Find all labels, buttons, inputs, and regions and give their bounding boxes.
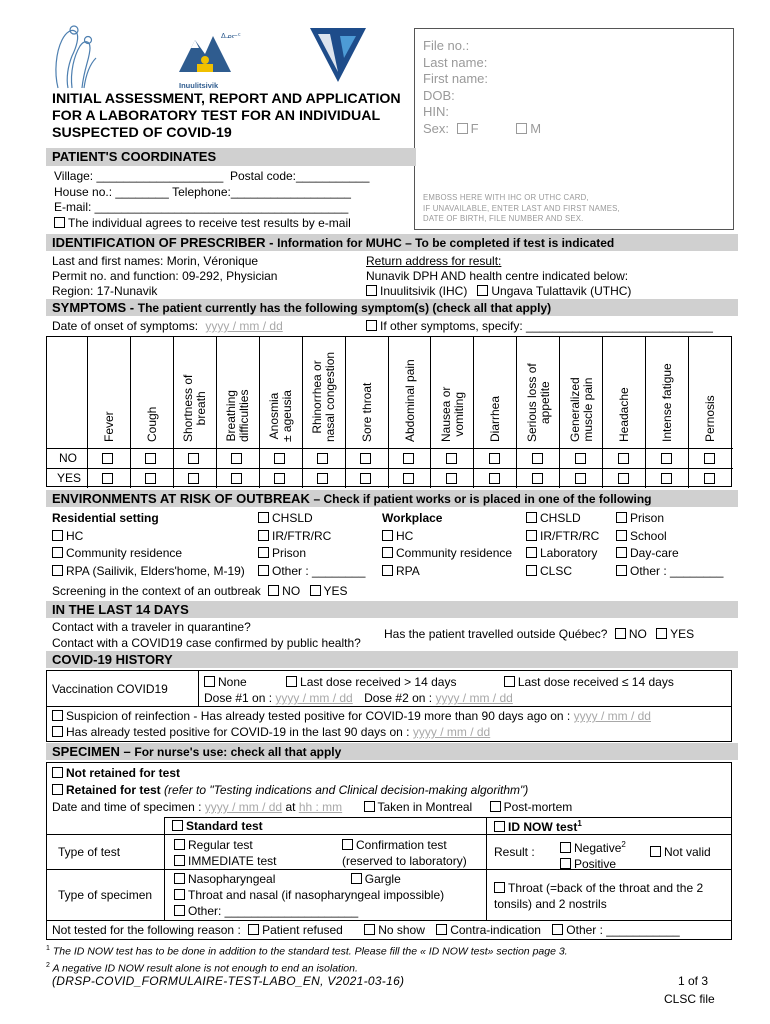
workplace-col-3	[616, 510, 723, 580]
reinfection-date-field[interactable]: yyyy / mm / dd	[573, 709, 651, 723]
symptom-label-5	[311, 352, 337, 442]
specimen-datetime-label: Date and time of specimen :	[52, 800, 202, 814]
specimen-other-checkbox[interactable]	[174, 905, 185, 916]
symptom-label-line: appetite	[537, 381, 552, 424]
symptom-label-line: Sore throat	[359, 382, 374, 442]
workplace-heading: Workplace	[382, 511, 443, 525]
symptom-label-7	[404, 359, 417, 442]
symptom-label-line: Shortness of	[181, 374, 196, 442]
work-hc-checkbox[interactable]	[382, 530, 393, 541]
prescriber-names: Last and first names: Morin, Véronique	[52, 254, 259, 268]
work-lab-checkbox[interactable]	[526, 547, 537, 558]
symptom-label-12	[618, 387, 631, 442]
dph-logo	[50, 22, 100, 90]
last14-heading	[46, 601, 738, 618]
workplace-col	[382, 510, 512, 580]
specimen-heading-sub: For nurse's use: check all that apply	[134, 745, 342, 759]
not-retained-label: Not retained for test	[66, 766, 181, 780]
regular-test-label: Regular test	[188, 838, 253, 852]
symptom-yes-checkbox-6[interactable]	[360, 473, 371, 484]
travelled-no-label: NO	[628, 627, 647, 641]
prescriber-heading-text: IDENTIFICATION OF PRESCRIBER -	[52, 235, 274, 250]
sex-label: Sex:	[423, 120, 450, 136]
res-community-checkbox[interactable]	[52, 547, 63, 558]
dose1-date-field[interactable]: yyyy / mm / dd	[275, 691, 353, 705]
reinfection-checkbox[interactable]	[52, 710, 63, 721]
sex-f-checkbox[interactable]	[457, 123, 468, 134]
post-mortem-checkbox[interactable]	[490, 801, 501, 812]
work-other-checkbox[interactable]	[616, 565, 627, 576]
symptom-no-checkbox-0[interactable]	[102, 453, 113, 464]
res-prison-checkbox[interactable]	[258, 547, 269, 558]
standard-test-header	[172, 819, 263, 833]
residential-heading: Residential setting	[52, 511, 159, 525]
retained-label: Retained for test	[66, 783, 161, 797]
workplace-col-2	[526, 510, 599, 580]
prescriber-left	[52, 254, 277, 299]
specimen-heading	[46, 743, 738, 760]
standard-test-label: Standard test	[186, 819, 263, 833]
other-reason-checkbox[interactable]	[552, 924, 563, 935]
no-show-checkbox[interactable]	[364, 924, 375, 935]
res-chsld-label: CHSLD	[272, 511, 313, 525]
not-valid-checkbox[interactable]	[650, 846, 661, 857]
form-title: INITIAL ASSESSMENT, REPORT AND APPLICATION FOR A LABORATORY TEST FOR AN INDIVIDUAL SUSPECTED OF COVID-19	[52, 91, 401, 141]
retained-checkbox[interactable]	[52, 784, 63, 795]
symptom-label-14	[704, 395, 717, 442]
standard-test-checkbox[interactable]	[172, 820, 183, 831]
no-row-label: NO	[59, 451, 77, 465]
symptom-label-13	[661, 363, 674, 442]
symptom-yes-checkbox-3[interactable]	[231, 473, 242, 484]
traveler-contact-label: Contact with a traveler in quarantine?	[52, 620, 251, 634]
symptom-label-line: Abdominal pain	[402, 359, 417, 442]
symptom-no-checkbox-7[interactable]	[403, 453, 414, 464]
symptom-no-checkbox-2[interactable]	[188, 453, 199, 464]
work-chsld-label: CHSLD	[540, 511, 581, 525]
work-hc-label: HC	[396, 528, 414, 543]
symptom-label-4	[268, 390, 294, 442]
res-irftr-checkbox[interactable]	[258, 530, 269, 541]
symptom-label-line: Pernosis	[703, 395, 718, 442]
emboss-line-2: IF UNAVAILABLE, ENTER LAST AND FIRST NAMES,	[423, 203, 620, 213]
taken-montreal-checkbox[interactable]	[364, 801, 375, 812]
symptom-yes-checkbox-1[interactable]	[145, 473, 156, 484]
travelled-yes-checkbox[interactable]	[656, 628, 667, 639]
patient-heading-text: PATIENT'S COORDINATES	[52, 149, 217, 164]
vacc-le14-label: Last dose received ≤ 14 days	[517, 675, 674, 689]
travelled-row	[384, 627, 694, 641]
symptoms-heading-text: SYMPTOMS -	[52, 300, 135, 315]
throat-nasal-checkbox[interactable]	[174, 889, 185, 900]
reserved-note: (reserved to laboratory)	[342, 854, 467, 868]
logo-text: Inuulitsivik	[179, 81, 219, 90]
footnotes: $^1$ The ID NOW test has to be done in addition to the standard test. Please fill the « ID NOW test» section page 3. $^2$ A negative ID NOW result alone is not enough to end an isolation.	[46, 945, 568, 974]
symptom-yes-checkbox-7[interactable]	[403, 473, 414, 484]
screening-no-label: NO	[282, 584, 301, 598]
gargle-checkbox[interactable]	[351, 873, 362, 884]
emboss-line-3: DATE OF BIRTH, FILE NUMBER AND SEX.	[423, 214, 584, 223]
refused-label: Patient refused	[262, 923, 343, 937]
onset-row	[52, 319, 283, 333]
last14-heading-text: IN THE LAST 14 DAYS	[52, 602, 189, 617]
gargle-label: Gargle	[364, 872, 401, 886]
work-lab-label: Laboratory	[540, 546, 598, 560]
residential-col	[52, 510, 245, 580]
footnote-1: The ID NOW test has to be done in addition to the standard test. Please fill the « ID NOW test» section page 3.	[52, 945, 568, 958]
dose2-label: Dose #2 on :	[364, 691, 433, 705]
symptom-label-line: Anosmia	[267, 392, 282, 440]
dose1-label: Dose #1 on :	[204, 691, 273, 705]
screening-yes-label: YES	[323, 584, 348, 598]
other-symptoms-checkbox[interactable]	[366, 320, 377, 331]
symptoms-grid	[46, 336, 732, 487]
work-daycare-label: Day-care	[630, 546, 679, 560]
symptom-yes-checkbox-5[interactable]	[317, 473, 328, 484]
res-rpa-checkbox[interactable]	[52, 565, 63, 576]
work-rpa-label: RPA	[396, 563, 420, 578]
last90-checkbox[interactable]	[52, 726, 63, 737]
telephone-field[interactable]: Telephone:__________________	[172, 184, 351, 199]
not-tested-row	[52, 923, 680, 937]
nasopharyngeal-label: Nasopharyngeal	[188, 872, 276, 886]
yes-row-label: YES	[57, 471, 82, 485]
symptom-label-line: ± ageusia	[280, 390, 295, 442]
house-no-field[interactable]: House no.: ________	[54, 184, 169, 199]
not-tested-label: Not tested for the following reason :	[52, 923, 241, 937]
work-community-checkbox[interactable]	[382, 547, 393, 558]
type-test-label: Type of test	[58, 845, 121, 859]
form-code: (DRSP-COVID_FORMULAIRE-TEST-LABO_EN, V2021-03-16)	[52, 974, 405, 988]
symptom-yes-checkbox-0[interactable]	[102, 473, 113, 484]
first-name-label: First name:	[423, 71, 489, 86]
res-irftr-label: IR/FTR/RC	[272, 528, 332, 543]
reinfection-label: Suspicion of reinfection - Has already tested positive for COVID-19 more than 90 days ago on :	[66, 709, 571, 723]
symptoms-heading	[46, 299, 738, 316]
environments-heading	[46, 490, 738, 507]
throat-note-1: Throat (=back of the throat and the 2	[508, 881, 704, 895]
symptom-label-line: Serious loss of	[524, 363, 539, 442]
taken-montreal-label: Taken in Montreal	[377, 800, 473, 814]
last90-date-field[interactable]: yyyy / mm / dd	[412, 725, 491, 739]
uthc-label: Ungava Tulattavik (UTHC)	[491, 284, 632, 298]
screening-row	[52, 584, 348, 598]
vacc-gt14-checkbox[interactable]	[286, 676, 297, 687]
ihc-label: Inuulitsivik (IHC)	[380, 284, 468, 298]
file-no-label: File no.:	[423, 38, 470, 53]
symptom-label-8	[440, 387, 466, 442]
not-retained-checkbox[interactable]	[52, 767, 63, 778]
clsc-file-label: CLSC file	[664, 992, 715, 1006]
work-school-label: School	[630, 528, 667, 543]
type-test-options	[174, 837, 276, 869]
vacc-none-checkbox[interactable]	[204, 676, 215, 687]
work-prison-label: Prison	[630, 511, 665, 525]
symptom-label-10	[526, 363, 552, 442]
symptom-label-line: breath	[194, 391, 209, 426]
email-field[interactable]: E-mail: ______________________________________	[54, 200, 349, 214]
environments-heading-sub: – Check if patient works or is placed in one of the following	[313, 492, 652, 506]
work-chsld-checkbox[interactable]	[526, 512, 537, 523]
res-other-checkbox[interactable]	[258, 565, 269, 576]
positive-label: Positive	[574, 857, 617, 871]
throat-nasal-label: Throat and nasal (if nasopharyngeal impossible)	[188, 888, 445, 902]
onset-date-field[interactable]: yyyy / mm / dd	[205, 319, 283, 333]
residential-col-2	[258, 510, 365, 580]
idnow-test-checkbox[interactable]	[494, 821, 505, 832]
screening-label: Screening in the context of an outbreak	[52, 584, 261, 598]
symptom-yes-checkbox-12[interactable]	[618, 473, 629, 484]
contra-label: Contra-indication	[450, 923, 541, 937]
work-irftr-checkbox[interactable]	[526, 530, 537, 541]
symptom-yes-checkbox-11[interactable]	[575, 473, 586, 484]
symptom-label-line: Cough	[144, 406, 159, 442]
specimen-heading-text: SPECIMEN –	[52, 744, 131, 759]
prescriber-heading-sub: Information for MUHC – To be completed if test is indicated	[277, 236, 615, 250]
symptom-no-checkbox-13[interactable]	[661, 453, 672, 464]
travelled-no-checkbox[interactable]	[615, 628, 626, 639]
confirmation-options	[342, 837, 467, 869]
symptom-label-9	[489, 396, 502, 442]
uthc-checkbox[interactable]	[477, 285, 488, 296]
other-symptoms-label[interactable]: If other symptoms, specify: ____________________________	[380, 319, 713, 333]
footnote-2: A negative ID NOW result alone is not enough to end an isolation.	[52, 962, 358, 974]
symptom-label-1	[146, 407, 159, 442]
ihc-checkbox[interactable]	[366, 285, 377, 296]
symptom-label-line: nasal congestion	[323, 351, 338, 442]
work-rpa-checkbox[interactable]	[382, 565, 393, 576]
symptom-no-checkbox-9[interactable]	[489, 453, 500, 464]
sex-f-label: F	[470, 120, 479, 136]
ungava-logo	[308, 24, 368, 86]
postal-code-field[interactable]: Postal code:___________	[229, 169, 370, 183]
dob-label: DOB:	[423, 87, 455, 103]
throat-note-2: tonsils) and 2 nostrils	[494, 897, 607, 911]
sex-m-label: M	[530, 120, 542, 136]
specimen-time-field[interactable]: hh : mm	[298, 800, 343, 814]
last90-label: Has already tested positive for COVID-19 in the last 90 days on :	[66, 725, 410, 739]
inuulitsivik-logo	[175, 24, 243, 90]
immediate-test-label: IMMEDIATE test	[188, 854, 277, 868]
specimen-other-field[interactable]: Other: ____________________	[188, 904, 359, 918]
symptoms-heading-sub: The patient currently has the following symptom(s) (check all that apply)	[137, 301, 552, 315]
history-heading	[46, 651, 738, 668]
patient-fields	[54, 169, 414, 231]
other-symptoms-row	[366, 319, 713, 333]
vacc-none-label: None	[218, 675, 247, 689]
symptom-yes-checkbox-4[interactable]	[274, 473, 285, 484]
prescriber-right	[366, 254, 631, 299]
throat-idnow-option	[494, 880, 703, 912]
onset-label: Date of onset of symptoms:	[52, 319, 199, 333]
symptom-label-2	[182, 375, 208, 442]
type-specimen-label: Type of specimen	[58, 888, 153, 902]
emboss-instructions	[423, 193, 620, 225]
consent-label: The individual agrees to receive test results by e-mail	[68, 215, 351, 230]
symptom-label-line: difficulties	[237, 389, 252, 442]
work-clsc-checkbox[interactable]	[526, 565, 537, 576]
symptom-no-checkbox-8[interactable]	[446, 453, 457, 464]
history-heading-text: COVID-19 HISTORY	[52, 652, 173, 667]
symptom-no-checkbox-11[interactable]	[575, 453, 586, 464]
symptom-yes-checkbox-14[interactable]	[704, 473, 715, 484]
symptom-label-line: muscle pain	[580, 377, 595, 442]
res-community-label: Community residence	[66, 546, 183, 560]
immediate-test-checkbox[interactable]	[174, 855, 185, 866]
refused-checkbox[interactable]	[248, 924, 259, 935]
symptom-label-line: Intense fatigue	[660, 363, 675, 442]
result-label: Result :	[494, 845, 535, 859]
contra-checkbox[interactable]	[436, 924, 447, 935]
symptom-label-line: vomiting	[451, 391, 466, 437]
no-show-label: No show	[378, 923, 425, 937]
negative-label: Negative	[574, 841, 622, 855]
throat-idnow-checkbox[interactable]	[494, 882, 505, 893]
res-chsld-checkbox[interactable]	[258, 512, 269, 523]
last-name-label: Last name:	[423, 54, 488, 70]
negative-checkbox[interactable]	[560, 842, 571, 853]
screening-yes-checkbox[interactable]	[310, 585, 321, 596]
not-valid-option	[650, 845, 711, 859]
work-daycare-checkbox[interactable]	[616, 547, 627, 558]
symptom-no-checkbox-10[interactable]	[532, 453, 543, 464]
symptom-label-line: Rhinorrhea or	[310, 360, 325, 434]
emboss-box[interactable]	[414, 28, 734, 230]
symptom-label-line: Breathing	[224, 390, 239, 442]
travelled-label: Has the patient travelled outside Québec?	[384, 627, 608, 641]
prescriber-permit: Permit no. and function: 09-292, Physician	[52, 269, 278, 283]
specimen-date-field[interactable]: yyyy / mm / dd	[204, 800, 283, 814]
hin-label: HIN:	[423, 104, 449, 119]
prescriber-heading	[46, 234, 738, 251]
at-label: at	[285, 800, 296, 814]
village-field[interactable]: Village: ___________________	[54, 169, 224, 183]
symptom-label-11	[569, 377, 595, 442]
vaccination-options	[204, 674, 674, 706]
environments-heading-text: ENVIRONMENTS AT RISK OF OUTBREAK	[52, 491, 310, 506]
contacts-col	[52, 619, 361, 651]
symptom-no-checkbox-6[interactable]	[360, 453, 371, 464]
symptom-yes-checkbox-8[interactable]	[446, 473, 457, 484]
res-prison-label: Prison	[272, 546, 307, 560]
idnow-test-label: ID NOW test	[508, 820, 578, 834]
retention-rows	[52, 765, 572, 816]
positive-checkbox[interactable]	[560, 858, 571, 869]
idnow-test-header: ID NOW test$^1$	[494, 819, 582, 834]
not-valid-label: Not valid	[664, 845, 711, 859]
symptom-yes-checkbox-13[interactable]	[661, 473, 672, 484]
symptom-label-6	[361, 383, 374, 442]
symptom-no-checkbox-3[interactable]	[231, 453, 242, 464]
symptom-no-checkbox-1[interactable]	[145, 453, 156, 464]
svg-text:ᐃᓄᓕᑦ: ᐃᓄᓕᑦ	[221, 32, 241, 40]
symptom-label-line: Headache	[617, 387, 632, 442]
other-reason-field[interactable]: Other : ___________	[566, 923, 680, 937]
prescriber-region: Region: 17-Nunavik	[52, 284, 158, 298]
nasopharyngeal-checkbox[interactable]	[174, 873, 185, 884]
sex-row	[415, 121, 733, 138]
reinfection-rows	[52, 708, 651, 740]
page-number: 1 of 3	[678, 974, 709, 988]
symptom-yes-checkbox-2[interactable]	[188, 473, 199, 484]
symptom-label-3	[225, 390, 251, 442]
work-community-label: Community residence	[396, 546, 513, 560]
work-school-checkbox[interactable]	[616, 530, 627, 541]
result-options: Negative$^2$ Positive	[560, 837, 626, 872]
return-text: Nunavik DPH AND health centre indicated below:	[366, 269, 629, 283]
retained-note: (refer to "Testing indications and Clinical decision-making algorithm")	[164, 783, 529, 797]
symptom-no-checkbox-12[interactable]	[618, 453, 629, 464]
symptom-no-checkbox-14[interactable]	[704, 453, 715, 464]
work-clsc-label: CLSC	[540, 563, 573, 578]
work-irftr-label: IR/FTR/RC	[540, 528, 600, 543]
symptom-label-0	[103, 411, 116, 442]
work-prison-checkbox[interactable]	[616, 512, 627, 523]
sex-m-checkbox[interactable]	[516, 123, 527, 134]
vaccination-label: Vaccination COVID19	[52, 682, 168, 696]
symptom-label-line: Fever	[101, 411, 116, 442]
res-rpa-label: RPA (Sailivik, Elders'home, M-19)	[66, 563, 245, 578]
symptom-no-checkbox-4[interactable]	[274, 453, 285, 464]
symptom-label-line: Diarrhea	[488, 395, 503, 442]
symptom-no-checkbox-5[interactable]	[317, 453, 328, 464]
dose2-date-field[interactable]: yyyy / mm / dd	[435, 691, 513, 705]
work-other-field[interactable]: Other : ________	[630, 563, 724, 578]
return-label: Return address for result:	[366, 254, 502, 268]
post-mortem-label: Post-mortem	[503, 800, 573, 814]
regular-test-checkbox[interactable]	[174, 839, 185, 850]
res-hc-label: HC	[66, 528, 84, 543]
patient-heading	[46, 148, 416, 166]
screening-no-checkbox[interactable]	[268, 585, 279, 596]
symptom-label-line: Generalized	[567, 377, 582, 442]
symptom-yes-checkbox-10[interactable]	[532, 473, 543, 484]
symptom-yes-checkbox-9[interactable]	[489, 473, 500, 484]
res-hc-checkbox[interactable]	[52, 530, 63, 541]
symptom-label-line: Nausea or	[438, 386, 453, 442]
confirmation-test-label: Confirmation test	[356, 838, 447, 852]
emboss-line-1: EMBOSS HERE WITH IHC OR UTHC CARD,	[423, 193, 589, 202]
res-other-field[interactable]: Other : ________	[272, 563, 366, 578]
travelled-yes-label: YES	[670, 627, 695, 641]
covid-contact-label: Contact with a COVID19 case confirmed by public health?	[52, 636, 361, 650]
consent-checkbox[interactable]	[54, 217, 65, 228]
vacc-gt14-label: Last dose received > 14 days	[300, 675, 457, 689]
specimen-options	[174, 871, 444, 919]
confirmation-test-checkbox[interactable]	[342, 839, 353, 850]
vacc-le14-checkbox[interactable]	[504, 676, 515, 687]
